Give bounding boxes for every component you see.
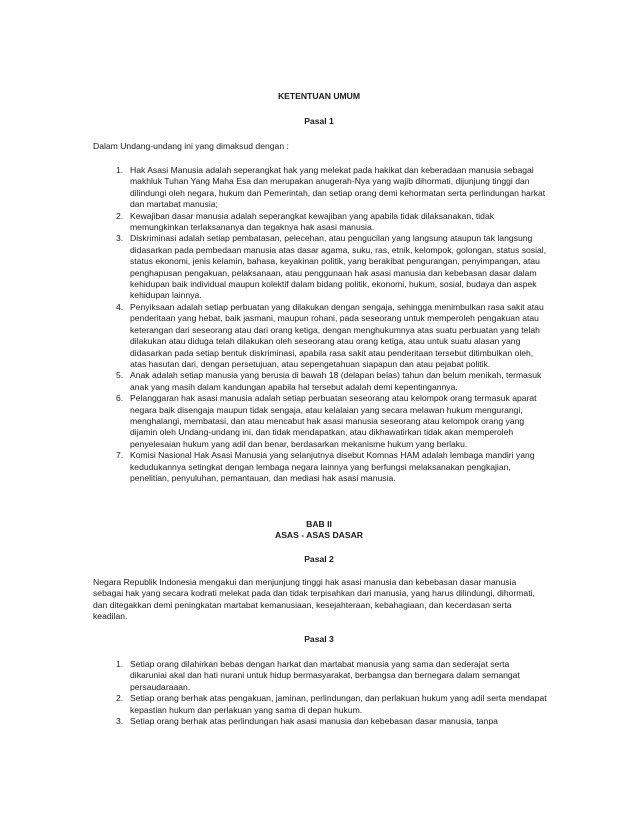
list-item [93, 165, 548, 211]
list-item-text: Pelanggaran hak asasi manusia adalah setiap perbuatan seseorang atau kelompok orang termasuk aparat negara baik disengaja maupun tidak sengaja, atau kelalaian yang secara melawan hukum mengurangi, menghalangi, membatasi, dan atau mencabut hak asasi manusia seseorang atau kelompok orang yang dijamin oleh Undang-undang ini, dan tidak mendapatkan, atau dikhawatirkan tidak akan memperoleh penyelesaian hukum yang adil dan benar, berdasarkan mekanisme hukum yang berlaku. [130, 393, 537, 449]
list-item [93, 450, 548, 484]
pasal-2-heading: Pasal 2 [304, 554, 334, 564]
list-item-text: Setiap orang berhak atas pengakuan, jaminan, perlindungan, dan perlakuan hukum yang adil serta mendapat kepastian hukum dan perlakuan yang sama di depan hukum. [130, 693, 547, 715]
pasal-3-list [93, 659, 548, 727]
pasal-1-list [93, 165, 548, 484]
list-item [93, 693, 548, 716]
list-item-number: 6. [116, 393, 124, 404]
pasal-2-text: Negara Republik Indonesia mengakui dan menjunjung tinggi hak asasi manusia dan kebebasan dasar manusia sebagai hak yang secara kodrati melekat pada dan tidak terpisahkan dari manusia, yang harus dilindungi, dihormati, dan ditegakkan demi peningkatan martabat kemanusiaan, kesejahteraan, kebahagiaan, dan kecerdasan serta keadilan. [93, 577, 535, 622]
list-item-text: Hak Asasi Manusia adalah seperangkat hak yang melekat pada hakikat dan keberadaan manusia sebagai makhluk Tuhan Yang Maha Esa dan merupakan anugerah-Nya yang wajib dihormati, dijunjung tinggi dan dilindungi oleh negara, hukum dan Pemerintah, dan setiap orang demi kehormatan serta perlindungan harkat dan martabat manusia; [130, 165, 546, 210]
pasal-1-intro: Dalam Undang-undang ini yang dimaksud dengan : [93, 141, 289, 151]
list-item [93, 302, 548, 370]
list-item [93, 233, 548, 301]
bab-2-subheading: ASAS - ASAS DASAR [274, 530, 363, 540]
list-item [93, 716, 548, 727]
list-item-text: Diskriminasi adalah setiap pembatasan, pelecehan, atau pengucilan yang langsung ataupun tak langsung didasarkan pada pembedaan manusia atas dasar agama, suku, ras, etnik, kelompok, golongan, status sosial, status ekonomi, jenis kelamin, bahasa, keyakinan politik, yang berakibat pengurangan, penyimpangan, atau penghapusan pengakuan, pelaksanaan, atau penggunaan hak asasi manusia dan kebebasan dasar dalam kehidupan baik individual maupun kolektif dalam bidang politik, ekonomi, hukum, sosial, budaya dan aspek kehidupan lainnya. [130, 233, 547, 301]
pasal-3-heading: Pasal 3 [304, 634, 334, 644]
list-item-text: Penyiksaan adalah setiap perbuatan yang dilakukan dengan sengaja, sehingga menimbulkan rasa sakit atau penderitaan yang hebat, baik jasmani, maupun rohani, pada seseorang untuk memperoleh pengakuan atau keterangan dari seseorang atau dari orang ketiga, dengan menghukumnya atas suatu perbuatan yang telah dilakukan atau diduga telah dilakukan oleh seseorang atau orang ketiga, atau untuk suatu alasan yang didasarkan pada setiap bentuk diskriminasi, apabila rasa sakit atau penderitaan tersebut ditimbulkan oleh, atas hasutan dari, dengan persetujuan, atau sepengetahuan siapapun dan atau pejabat politik. [130, 301, 544, 369]
list-item-text: Komisi Nasional Hak Asasi Manusia yang selanjutnya disebut Komnas HAM adalah lembaga mandiri yang kedudukannya setingkat dengan lembaga negara lainnya yang berfungsi melaksanakan pengkajian, penelitian, penyuluhan, pemantauan, dan mediasi hak asasi manusia. [130, 450, 535, 483]
list-item-number: 1. [116, 165, 124, 175]
list-item-number: 2. [116, 693, 124, 704]
document-title: KETENTUAN UMUM [277, 91, 361, 101]
list-item [93, 370, 548, 393]
list-item-number: 5. [116, 370, 124, 381]
list-item-number: 3. [116, 233, 124, 244]
list-item-number: 7. [116, 450, 124, 461]
list-item-number: 4. [116, 301, 124, 312]
list-item-text: Anak adalah setiap manusia yang berusia di bawah 18 (delapan belas) tahun dan belum menikah, termasuk anak yang masih dalam kandungan apabila hal tersebut adalah demi kepentingannya. [130, 370, 542, 392]
list-item [93, 393, 548, 450]
list-item-text: Kewajiban dasar manusia adalah seperangkat kewajiban yang apabila tidak dilaksanakan, tidak memungkinkan terlaksananya dan tegaknya hak asasi manusia. [130, 210, 495, 233]
list-item-text: Setiap orang dilahirkan bebas dengan harkat dan martabat manusia yang sama dan sederajat serta dikaruniai akal dan hati nurani untuk hidup bermasyarakat, berbangsa dan bernegara dalam semangat persaudaraaan. [130, 659, 520, 692]
list-item [93, 659, 548, 693]
list-item [93, 211, 548, 234]
list-item-number: 2. [116, 210, 124, 221]
list-item-number: 3. [116, 716, 124, 727]
bab-2-heading: BAB II [306, 519, 332, 529]
list-item-text: Setiap orang berhak atas perlindungan hak asasi manusia dan kebebasan dasar manusia, tanpa [130, 716, 498, 727]
pasal-1-heading: Pasal 1 [304, 116, 334, 126]
list-item-number: 1. [116, 659, 124, 669]
